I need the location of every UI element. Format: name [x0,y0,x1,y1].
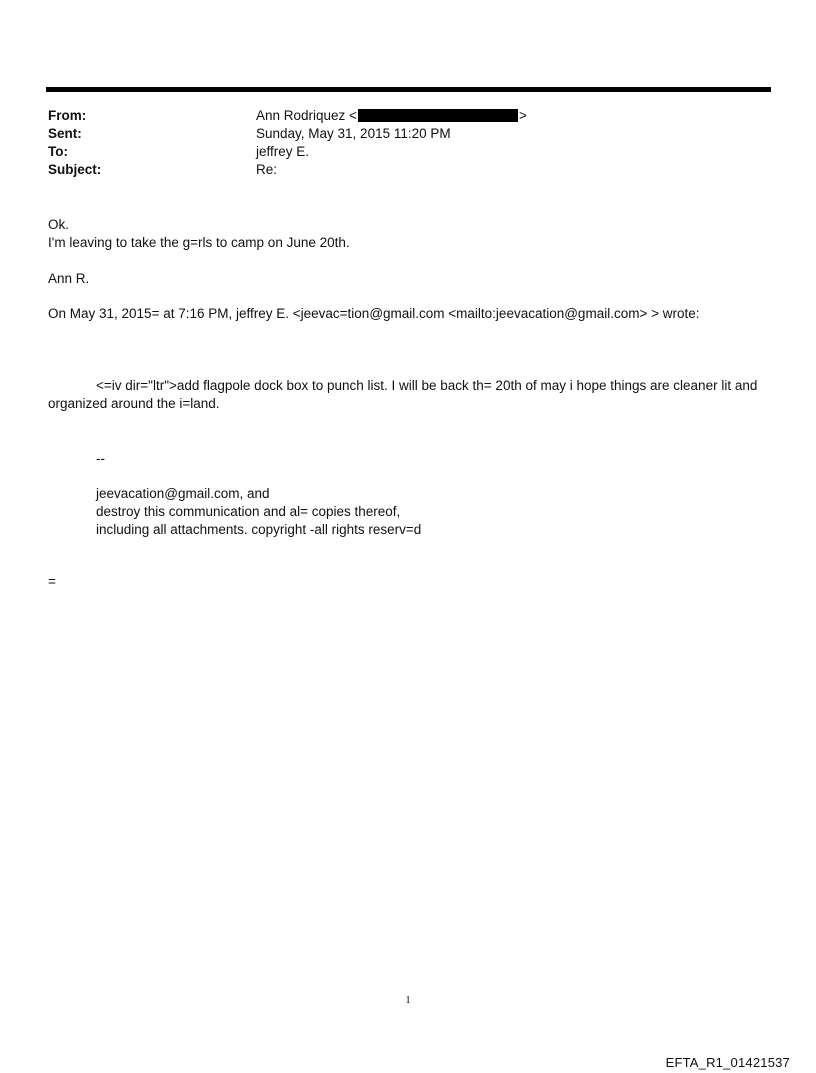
signature-dash: -- [96,451,105,466]
signature-line-1: jeevacation@gmail.com, and [96,486,270,501]
subject-label: Subject: [48,162,102,177]
sent-value: Sunday, May 31, 2015 11:20 PM [256,126,451,141]
email-header [48,107,748,179]
signature-line-2: destroy this communication and al= copies thereof, [96,504,401,519]
body-signoff: Ann R. [48,271,90,286]
sent-label: Sent: [48,126,82,141]
page-number: 1 [405,994,411,1006]
trailing-equals: = [48,574,56,589]
subject-value: Re: [256,162,278,177]
document-id: EFTA_R1_01421537 [665,1055,790,1070]
subject-row [48,161,748,179]
from-label: From: [48,108,87,123]
from-row [48,107,748,125]
to-value: jeffrey E. [256,144,310,159]
redaction-box [358,109,518,122]
signature-line-3: including all attachments. copyright -all rights reserv=d [96,522,422,537]
from-end: > [518,108,527,123]
to-row [48,143,748,161]
body-line-ok: Ok. [48,217,70,232]
sent-row [48,125,748,143]
from-value [256,107,527,125]
top-rule [46,87,771,92]
quoted-message: <=iv dir="ltr">add flagpole dock box to punch list. I will be back th= 20th of may i hope things are cleaner lit and organized around the i=land. [48,378,758,411]
quote-intro: On May 31, 2015= at 7:16 PM, jeffrey E. <jeevac=tion@gmail.com <mailto:jeevacation@gmail.com> > wrote: [48,306,700,321]
to-label: To: [48,144,68,159]
from-name: Ann Rodriquez < [256,108,357,123]
body-line-camp: I'm leaving to take the g=rls to camp on June 20th. [48,235,350,250]
